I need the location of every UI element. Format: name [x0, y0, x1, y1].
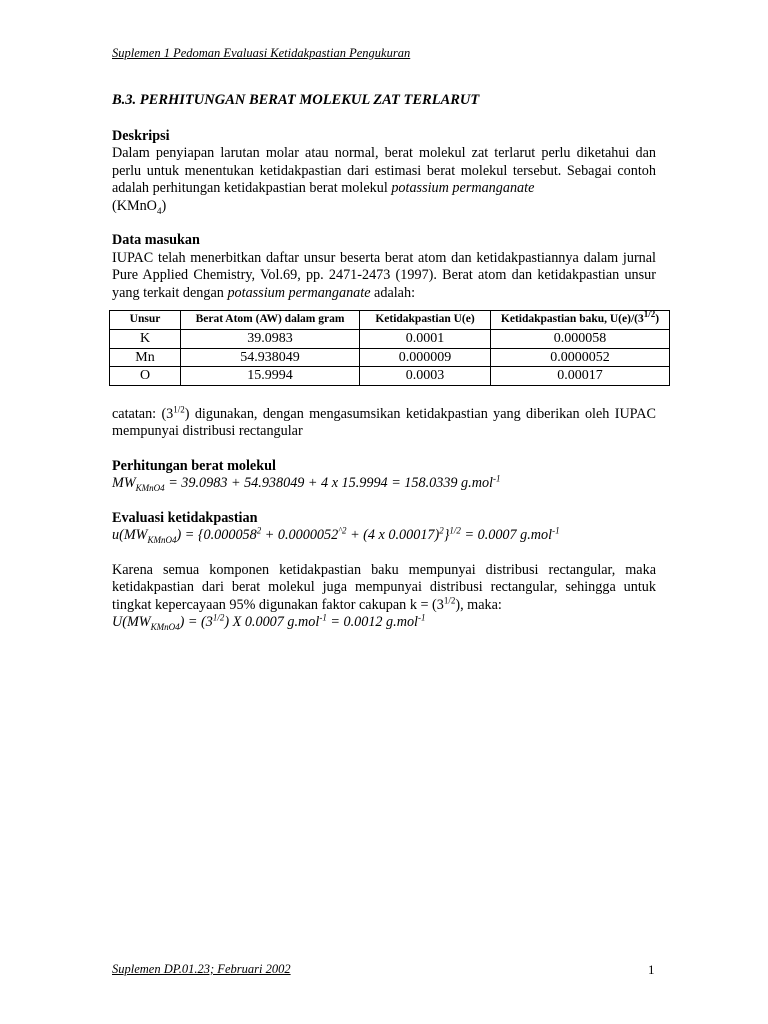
compound-name: potassium permanganate [391, 180, 535, 196]
formula-part: U(MW [112, 614, 151, 630]
header-close: ) [655, 313, 660, 326]
formula-part: ) X 0.0007 g.mol [224, 614, 320, 630]
uncertainty-formula [112, 527, 656, 545]
formula-superscript: 2 [256, 525, 262, 536]
perhitungan-heading: Perhitungan berat molekul [112, 457, 276, 474]
formula-part: } [443, 527, 450, 543]
catatan-paragraph [112, 403, 656, 441]
formula-superscript: -1 [492, 473, 501, 484]
col-header-unsur: Unsur [110, 311, 181, 330]
catatan-sup: 1/2 [173, 403, 185, 414]
catatan-text-end: ) digunakan, dengan mengasumsikan ketidakpastian yang diberikan oleh IUPAC mempunyai distribusi rectangular [112, 405, 656, 439]
table-row [110, 367, 670, 386]
formula-part: = 0.0012 g.mol [326, 614, 418, 630]
formula-superscript: -1 [552, 525, 560, 536]
atomic-weight-table [109, 310, 670, 386]
evaluasi-heading: Evaluasi ketidakpastian [112, 509, 258, 526]
table-cell: Mn [110, 348, 181, 367]
expanded-uncertainty-formula [112, 614, 656, 632]
table-header-row [110, 311, 670, 330]
table-cell: 0.0003 [360, 367, 491, 386]
col-header-ketidakpastian-baku [491, 311, 670, 330]
table-cell: 0.0001 [360, 330, 491, 349]
table-cell: 0.000009 [360, 348, 491, 367]
formula-part: MW [112, 475, 136, 491]
section-title: B.3. PERHITUNGAN BERAT MOLEKUL ZAT TERLARUT [112, 92, 480, 108]
formula-superscript: ^2 [338, 525, 347, 536]
col-header-ketidakpastian: Ketidakpastian U(e) [360, 311, 491, 330]
compound-name: potassium permanganate [227, 284, 371, 301]
running-header: Suplemen 1 Pedoman Evaluasi Ketidakpastian Pengukuran [112, 46, 411, 60]
table-cell: 0.0000052 [491, 348, 670, 367]
molecular-weight-formula [112, 475, 656, 493]
page-number: 1 [648, 962, 655, 977]
formula-subscript: KMnO4 [147, 534, 177, 545]
table-row [110, 348, 670, 367]
formula-superscript: -1 [319, 612, 327, 623]
document-body [112, 92, 660, 632]
table-cell: 0.000058 [491, 330, 670, 349]
table-row [110, 330, 670, 349]
deskripsi-text: Dalam penyiapan larutan molar atau normal, berat molekul zat terlarut perlu diketahui dan perlu untuk menentukan ketidakpastian dari estimasi berat molekul tersebut. Sebagai contoh adalah perhitungan ketidakpastian berat molekul [112, 145, 656, 196]
formula-part: ) = {0.000058 [176, 527, 257, 543]
table-cell: O [110, 367, 181, 386]
col-header-berat-atom: Berat Atom (AW) dalam gram [181, 311, 360, 330]
kesimpulan-paragraph [112, 562, 656, 615]
data-masukan-text: IUPAC telah menerbitkan daftar unsur beserta berat atom dan ketidakpastiannya dalam jurnal Pure Applied Chemistry, Vol.69, pp. 2471-2473 (1997). Berat atom dan ketidakpastian unsur yang terkait dengan [112, 249, 656, 301]
table-cell: 15.9994 [181, 367, 360, 386]
formula-part: + 0.0000052 [261, 527, 339, 543]
formula-superscript: 1/2 [212, 612, 225, 623]
table-cell: 39.0983 [181, 330, 360, 349]
data-masukan-text-end: adalah: [370, 284, 416, 301]
data-masukan-paragraph [112, 250, 656, 303]
formula-superscript: -1 [417, 612, 426, 623]
header-text: Ketidakpastian baku, U(e)/(3 [500, 313, 644, 326]
data-masukan-heading: Data masukan [112, 232, 200, 248]
formula-subscript: 4 [156, 205, 162, 216]
deskripsi-paragraph [112, 145, 656, 215]
deskripsi-heading: Deskripsi [112, 127, 170, 144]
header-sup: 1/2 [643, 309, 656, 320]
formula-part: = 0.0007 g.mol [460, 527, 553, 543]
kesimpulan-sup: 1/2 [443, 594, 456, 605]
kesimpulan-text-end: ), maka: [455, 596, 502, 613]
formula-text: (KMnO [112, 197, 157, 214]
formula-part: + (4 x 0.00017) [346, 527, 440, 543]
table-cell: 0.00017 [491, 367, 670, 386]
formula-part: ) = (3 [179, 614, 213, 630]
catatan-text: catatan: (3 [112, 405, 174, 422]
formula-part: = 39.0983 + 54.938049 + 4 x 15.9994 = 158.0339 g.mol [164, 475, 493, 491]
table-cell: K [110, 330, 181, 349]
running-footer: Suplemen DP.01.23; Februari 2002 [112, 962, 291, 976]
formula-subscript: KMnO4 [135, 482, 165, 493]
kesimpulan-text: Karena semua komponen ketidakpastian baku mempunyai distribusi rectangular, maka ketidakpastian dari berat molekul juga mempunyai distribusi rectangular, sehingga untuk tingkat kepercayaan 95% digunakan faktor cakupan k = (3 [112, 561, 656, 613]
formula-close: ) [161, 197, 167, 214]
table-cell: 54.938049 [181, 348, 360, 367]
formula-superscript: 2 [439, 525, 444, 536]
formula-part: u(MW [112, 527, 148, 543]
formula-subscript: KMnO4 [150, 621, 180, 632]
formula-superscript: 1/2 [449, 525, 461, 536]
